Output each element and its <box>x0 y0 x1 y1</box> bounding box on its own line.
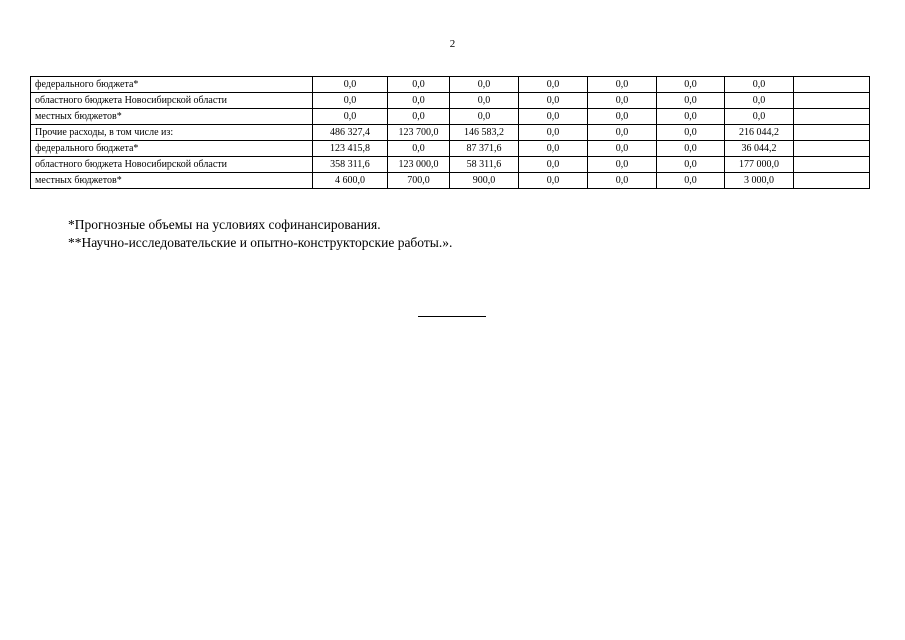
value-cell: 0,0 <box>519 173 588 189</box>
value-cell: 0,0 <box>657 125 725 141</box>
value-cell: 0,0 <box>519 93 588 109</box>
value-cell: 0,0 <box>519 109 588 125</box>
value-cell: 58 311,6 <box>450 157 519 173</box>
table-row <box>31 125 870 141</box>
page-number: 2 <box>449 38 456 50</box>
value-cell: 486 327,4 <box>313 125 388 141</box>
value-cell: 0,0 <box>519 77 588 93</box>
value-cell: 0,0 <box>450 93 519 109</box>
value-cell: 0,0 <box>588 157 657 173</box>
separator-line <box>418 316 486 317</box>
value-cell: 146 583,2 <box>450 125 519 141</box>
value-cell: 0,0 <box>588 109 657 125</box>
value-cell <box>794 93 870 109</box>
value-cell <box>794 109 870 125</box>
table-row <box>31 157 870 173</box>
value-cell: 0,0 <box>588 173 657 189</box>
value-cell: 0,0 <box>588 93 657 109</box>
budget-table <box>30 76 870 189</box>
value-cell: 0,0 <box>657 141 725 157</box>
footnote-rnd: **Научно-исследовательские и опытно-конструкторские работы.». <box>68 235 453 250</box>
value-cell: 0,0 <box>657 157 725 173</box>
value-cell: 3 000,0 <box>725 173 794 189</box>
value-cell <box>794 77 870 93</box>
value-cell <box>794 157 870 173</box>
row-label: федерального бюджета* <box>31 141 313 157</box>
table-row <box>31 141 870 157</box>
value-cell: 0,0 <box>388 93 450 109</box>
value-cell: 36 044,2 <box>725 141 794 157</box>
value-cell: 123 000,0 <box>388 157 450 173</box>
table-row <box>31 77 870 93</box>
table-row <box>31 109 870 125</box>
row-label: областного бюджета Новосибирской области <box>31 93 313 109</box>
value-cell <box>794 173 870 189</box>
value-cell: 0,0 <box>725 77 794 93</box>
table-row <box>31 93 870 109</box>
value-cell: 0,0 <box>657 173 725 189</box>
value-cell: 87 371,6 <box>450 141 519 157</box>
table-row <box>31 173 870 189</box>
value-cell: 358 311,6 <box>313 157 388 173</box>
value-cell: 0,0 <box>388 109 450 125</box>
row-label: областного бюджета Новосибирской области <box>31 157 313 173</box>
value-cell: 0,0 <box>388 141 450 157</box>
value-cell: 0,0 <box>519 125 588 141</box>
footnotes <box>68 216 452 252</box>
row-label: местных бюджетов* <box>31 109 313 125</box>
footnote-cofinancing: *Прогнозные объемы на условиях софинансирования. <box>68 217 381 232</box>
value-cell: 0,0 <box>519 141 588 157</box>
value-cell: 0,0 <box>588 125 657 141</box>
value-cell: 0,0 <box>313 93 388 109</box>
value-cell: 0,0 <box>450 109 519 125</box>
value-cell: 0,0 <box>725 93 794 109</box>
value-cell: 0,0 <box>657 77 725 93</box>
value-cell: 0,0 <box>657 109 725 125</box>
value-cell: 0,0 <box>388 77 450 93</box>
row-label: федерального бюджета* <box>31 77 313 93</box>
row-label: местных бюджетов* <box>31 173 313 189</box>
value-cell: 0,0 <box>657 93 725 109</box>
value-cell: 0,0 <box>725 109 794 125</box>
row-label: Прочие расходы, в том числе из: <box>31 125 313 141</box>
value-cell: 4 600,0 <box>313 173 388 189</box>
value-cell: 0,0 <box>450 77 519 93</box>
value-cell: 700,0 <box>388 173 450 189</box>
value-cell: 0,0 <box>588 77 657 93</box>
value-cell: 216 044,2 <box>725 125 794 141</box>
value-cell: 177 000,0 <box>725 157 794 173</box>
value-cell <box>794 125 870 141</box>
value-cell: 900,0 <box>450 173 519 189</box>
value-cell: 0,0 <box>313 77 388 93</box>
value-cell: 0,0 <box>588 141 657 157</box>
value-cell <box>794 141 870 157</box>
value-cell: 0,0 <box>313 109 388 125</box>
value-cell: 123 415,8 <box>313 141 388 157</box>
value-cell: 123 700,0 <box>388 125 450 141</box>
value-cell: 0,0 <box>519 157 588 173</box>
